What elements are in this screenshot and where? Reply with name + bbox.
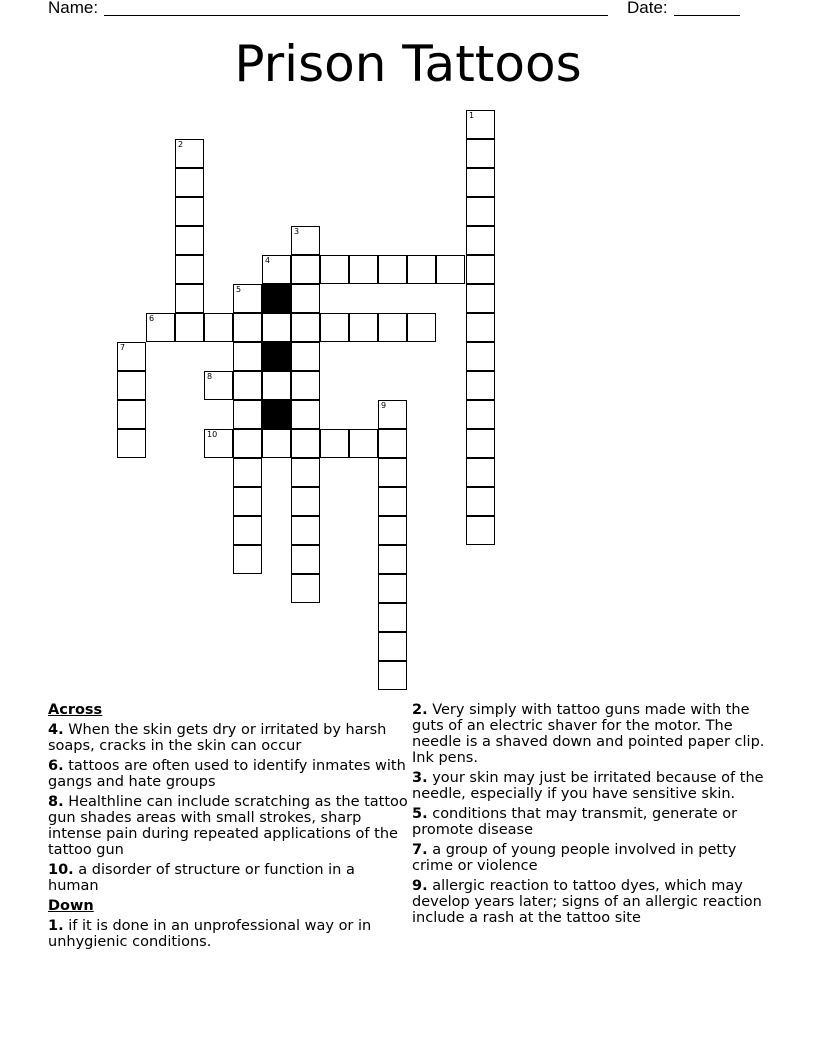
grid-cell[interactable] bbox=[349, 255, 378, 284]
clue-number: 1. bbox=[48, 918, 64, 934]
cell-number: 8 bbox=[207, 372, 213, 381]
grid-cell[interactable] bbox=[175, 226, 204, 255]
clue-number: 6. bbox=[48, 758, 64, 774]
clue-text: if it is done in an unprofessional way or in unhygienic conditions. bbox=[48, 918, 372, 950]
grid-cell[interactable] bbox=[291, 226, 320, 255]
clue-text: conditions that may transmit, generate or promote disease bbox=[412, 806, 738, 838]
grid-cell[interactable] bbox=[378, 458, 407, 487]
grid-cell[interactable] bbox=[466, 226, 495, 255]
clue-down-1 bbox=[48, 918, 408, 950]
grid-cell[interactable] bbox=[233, 545, 262, 574]
cell-number: 4 bbox=[265, 256, 271, 265]
clues-left-column bbox=[48, 702, 408, 954]
cell-number: 10 bbox=[207, 430, 218, 439]
clue-number: 2. bbox=[412, 702, 428, 718]
clue-across-6 bbox=[48, 758, 408, 790]
grid-cell[interactable] bbox=[291, 574, 320, 603]
grid-cell[interactable] bbox=[378, 487, 407, 516]
grid-cell[interactable] bbox=[291, 400, 320, 429]
grid-cell[interactable] bbox=[233, 400, 262, 429]
clue-down-2 bbox=[412, 702, 776, 766]
grid-cell[interactable] bbox=[378, 545, 407, 574]
grid-cell[interactable] bbox=[233, 284, 262, 313]
grid-cell[interactable] bbox=[466, 139, 495, 168]
grid-cell[interactable] bbox=[233, 313, 262, 342]
grid-cell[interactable] bbox=[175, 139, 204, 168]
clue-down-5 bbox=[412, 806, 776, 838]
grid-cell[interactable] bbox=[466, 400, 495, 429]
clue-number: 7. bbox=[412, 842, 428, 858]
grid-cell[interactable] bbox=[291, 284, 320, 313]
grid-cell[interactable] bbox=[233, 342, 262, 371]
block-square bbox=[262, 400, 291, 429]
grid-cell[interactable] bbox=[233, 429, 262, 458]
grid-cell[interactable] bbox=[466, 168, 495, 197]
grid-cell[interactable] bbox=[466, 429, 495, 458]
grid-cell[interactable] bbox=[117, 400, 146, 429]
clue-across-10 bbox=[48, 862, 408, 894]
grid-cell[interactable] bbox=[291, 487, 320, 516]
grid-cell[interactable] bbox=[233, 487, 262, 516]
clue-number: 3. bbox=[412, 770, 428, 786]
grid-cell[interactable] bbox=[378, 574, 407, 603]
cell-number: 7 bbox=[120, 343, 126, 352]
clue-text: your skin may just be irritated because of the needle, especially if you have sensitive skin. bbox=[412, 770, 764, 802]
grid-cell[interactable] bbox=[466, 516, 495, 545]
cell-number: 3 bbox=[294, 227, 300, 236]
grid-cell[interactable] bbox=[349, 313, 378, 342]
grid-cell[interactable] bbox=[204, 313, 233, 342]
grid-cell[interactable] bbox=[291, 458, 320, 487]
grid-cell[interactable] bbox=[466, 110, 495, 139]
block-square bbox=[262, 284, 291, 313]
grid-cell[interactable] bbox=[378, 313, 407, 342]
grid-cell[interactable] bbox=[233, 458, 262, 487]
clue-across-4 bbox=[48, 722, 408, 754]
across-heading: Across bbox=[48, 702, 103, 718]
clue-text: allergic reaction to tattoo dyes, which may develop years later; signs of an allergic reaction include a rash at the tattoo site bbox=[412, 878, 762, 926]
grid-cell[interactable] bbox=[291, 313, 320, 342]
clue-text: When the skin gets dry or irritated by harsh soaps, cracks in the skin can occur bbox=[48, 722, 387, 754]
grid-cell[interactable] bbox=[378, 429, 407, 458]
grid-cell[interactable] bbox=[466, 342, 495, 371]
grid-cell[interactable] bbox=[233, 516, 262, 545]
grid-cell[interactable] bbox=[291, 342, 320, 371]
clue-number: 8. bbox=[48, 794, 64, 810]
grid-cell[interactable] bbox=[233, 371, 262, 400]
clue-across-8 bbox=[48, 794, 408, 858]
grid-cell[interactable] bbox=[466, 313, 495, 342]
grid-cell[interactable] bbox=[407, 255, 436, 284]
block-square bbox=[262, 342, 291, 371]
date-label: Date: bbox=[627, 0, 668, 17]
clue-down-9 bbox=[412, 878, 776, 926]
grid-cell[interactable] bbox=[175, 284, 204, 313]
cell-number: 5 bbox=[236, 285, 242, 294]
clue-number: 5. bbox=[412, 806, 428, 822]
grid-cell[interactable] bbox=[466, 458, 495, 487]
grid-cell[interactable] bbox=[175, 168, 204, 197]
grid-cell[interactable] bbox=[466, 284, 495, 313]
grid-cell[interactable] bbox=[436, 255, 465, 284]
grid-cell[interactable] bbox=[175, 197, 204, 226]
clue-number: 4. bbox=[48, 722, 64, 738]
grid-cell[interactable] bbox=[117, 342, 146, 371]
grid-cell[interactable] bbox=[466, 255, 495, 284]
grid-cell[interactable] bbox=[378, 400, 407, 429]
grid-cell[interactable] bbox=[466, 371, 495, 400]
grid-cell[interactable] bbox=[262, 429, 291, 458]
grid-cell[interactable] bbox=[407, 313, 436, 342]
cell-number: 2 bbox=[178, 140, 184, 149]
clue-text: a group of young people involved in petty crime or violence bbox=[412, 842, 737, 874]
grid-cell[interactable] bbox=[262, 313, 291, 342]
grid-cell[interactable] bbox=[378, 603, 407, 632]
clue-text: a disorder of structure or function in a human bbox=[48, 862, 355, 894]
grid-cell[interactable] bbox=[320, 255, 349, 284]
clue-text: Healthline can include scratching as the tattoo gun shades areas with small strokes, sharp intense pain during repeated applications of the tattoo gun bbox=[48, 794, 408, 858]
cell-number: 6 bbox=[149, 314, 155, 323]
grid-cell[interactable] bbox=[466, 197, 495, 226]
grid-cell[interactable] bbox=[291, 255, 320, 284]
grid-cell[interactable] bbox=[204, 429, 233, 458]
grid-cell[interactable] bbox=[378, 255, 407, 284]
grid-cell[interactable] bbox=[378, 661, 407, 690]
clue-down-3 bbox=[412, 770, 776, 802]
grid-cell[interactable] bbox=[117, 371, 146, 400]
grid-cell[interactable] bbox=[349, 429, 378, 458]
grid-cell[interactable] bbox=[291, 429, 320, 458]
name-label: Name: bbox=[48, 0, 99, 17]
grid-cell[interactable] bbox=[320, 429, 349, 458]
grid-cell[interactable] bbox=[262, 371, 291, 400]
cell-number: 9 bbox=[381, 401, 387, 410]
grid-cell[interactable] bbox=[378, 516, 407, 545]
grid-cell[interactable] bbox=[146, 313, 175, 342]
grid-cell[interactable] bbox=[262, 255, 291, 284]
clue-text: Very simply with tattoo guns made with the guts of an electric shaver for the motor. The needle is a shaved down and pointed paper clip. Ink pens. bbox=[412, 702, 765, 766]
grid-cell[interactable] bbox=[175, 313, 204, 342]
grid-cell[interactable] bbox=[204, 371, 233, 400]
grid-cell[interactable] bbox=[291, 516, 320, 545]
grid-cell[interactable] bbox=[291, 371, 320, 400]
page-title: Prison Tattoos bbox=[234, 35, 582, 93]
grid-cell[interactable] bbox=[291, 545, 320, 574]
clues-right-column bbox=[412, 702, 776, 930]
grid-cell[interactable] bbox=[175, 255, 204, 284]
down-heading: Down bbox=[48, 898, 94, 914]
clue-number: 9. bbox=[412, 878, 428, 894]
clue-text: tattoos are often used to identify inmates with gangs and hate groups bbox=[48, 758, 406, 790]
cell-number: 1 bbox=[469, 111, 475, 120]
grid-cell[interactable] bbox=[117, 429, 146, 458]
clue-down-7 bbox=[412, 842, 776, 874]
clue-number: 10. bbox=[48, 862, 74, 878]
grid-cell[interactable] bbox=[466, 487, 495, 516]
grid-cell[interactable] bbox=[320, 313, 349, 342]
grid-cell[interactable] bbox=[378, 632, 407, 661]
